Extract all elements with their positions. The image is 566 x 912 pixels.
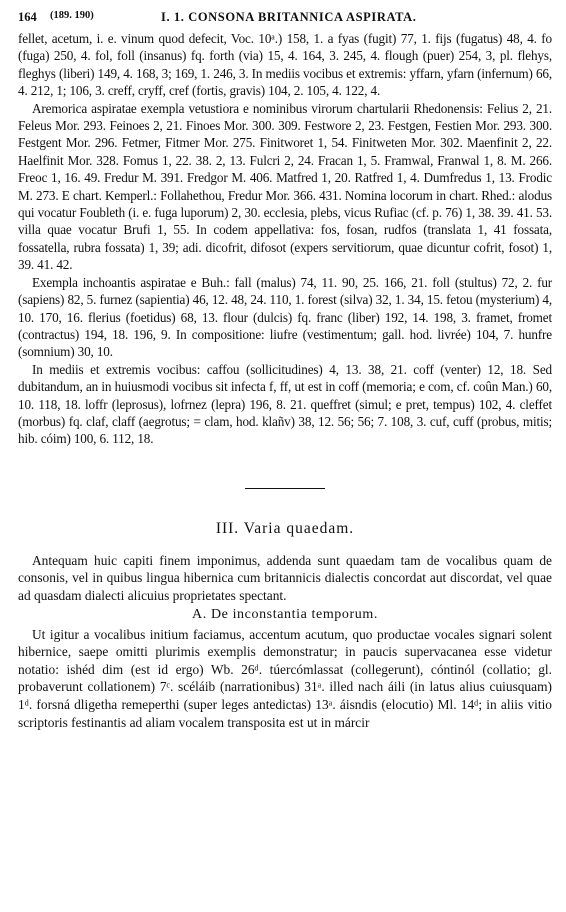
paragraph-medial-final: In mediis et extremis vocibus: caffou (sollicitudines) 4, 13. 38, 21. coff (venter) 12, 18. Sed dubitandum, an in huiusmodi vocibus sit infecta f, ff, ut est in coff (memoria; e com, cf. coûn Man.) 60, 10. 118, 18. loffr (leprosus), lofrnez (lepra) 196, 8. 21. queffret (simul; e pret, tempus) 102, 4. cleffet (morbus) fq. claf, claff (aegrotus; = clam, hod. klañv) 38, 12. 56; 56; 7. 108, 3. cuf, cuff (probus, mitis; hib. cóim) 100, 6. 112, 18. — [18, 361, 552, 447]
original-page-range: (189. 190) — [50, 10, 94, 21]
page-number: 164 — [18, 10, 37, 24]
paragraph-buhez-examples: Exempla inchoantis aspiratae e Buh.: fall (malus) 74, 11. 90, 25. 166, 21. foll (stultus) 72, 2. fur (sapiens) 82, 5. furnez (sapientia) 46, 12. 48, 24. 110, 1. forest (silva) 32, 1. 34, 15. fetou (mysterium) 4, 10. 170, 16. flerius (foetidus) 68, 13. flour (dulcis) fq. franc (liber) 192, 14. 198, 3. framet, fromet (contractus) 194, 18. 196, 9. In compositione: liufre (vestimentum; gall. hod. livrée) 104, 7. hunfre (somnium) 30, 10. — [18, 274, 552, 360]
chapter-heading: III. Varia quaedam. — [215, 519, 355, 537]
paragraph-cornish-examples: fellet, acetum, i. e. vinum quod defecit, Voc. 10ᵃ.) 158, 1. a fyas (fugit) 77, 1. fijs (fugatus) 48, 4. fo (fuga) 250, 4. fol, foll (insanus) fq. forth (via) 15, 4. 164, 3. 245, 4. flough (puer) 254, 3, pl. flehys, fleghys (liberi) 149, 4. 168, 3; 169, 1. 246, 3. In mediis vocibus et extremis: yffarn, yfarn (infernum) 66, 4. 212, 1; 106, 3. creff, cryff, cref (fortis, gravis) 104, 2. 105, 4. 122, 4. — [18, 31, 552, 99]
section-varia-quaedam — [18, 520, 552, 731]
paragraph-vowels: Ut igitur a vocalibus initium faciamus, accentum acutum, quo productae vocales signari solent hibernice, saepe omitti plurimis exemplis demonstratur; in paucis supervacanea esse videtur notatio: ishéd dim (est id ergo) Wb. 26ᵈ. túercómlassat (collegerunt), cóntinól (collatio; gl. probaverunt collationem) 7ᶜ. scéláib (narrationibus) 31ᵃ. illed nach áili (in latus alius cuiusquam) 1ᵈ. forsná dligetha remeperthi (super leges antedictas) 13ᵃ. áisndis (elocutio) Ml. 14ᵈ; in aliis vitio scriptoris festinantis ad aliam vocalem transposita est ut in márcir — [18, 626, 552, 730]
section-consona-aspirata — [18, 30, 552, 448]
section-divider — [245, 488, 325, 489]
running-header — [18, 10, 552, 30]
subsection-heading: A. De inconstantia temporum. — [192, 606, 378, 622]
book-page — [18, 10, 552, 731]
paragraph-intro: Antequam huic capiti finem imponimus, addenda sunt quaedam tam de vocalibus quam de consonis, vel in quibus lingua hibernica cum britannicis dialectis concordat aut discordat, vel quae ad quasdam dialecti alicuius proprietates spectant. — [18, 552, 552, 603]
paragraph-aremorica: Aremorica aspiratae exempla vetustiora e nominibus virorum chartularii Rhedonensis: Felius 2, 21. Feleus Mor. 293. Feinoes 2, 21. Finoes Mor. 300. 309. Festwore 2, 23. Festgen, Festien Mor. 293. 300. Festgent Mor. 296. Fetmer, Fitmer Mor. 275. Finitworet 1, 54. Finitweten Mor. 302. Maenfinit 2, 22. Haelfinit Mor. 328. Fomus 1, 22. 38. 2, 13. Fulcri 2, 24. Fracan 1, 5. Framwal, Franwal 1, 8. M. 266. Freoc 1, 16. 49. Fredur M. 391. Fredgor M. 406. Matfred 1, 20. Ratfred 1, 4. Dumfredus 1, 13. Frodic M. 273. E chart. Kemperl.: Follahethou, Fredur Mor. 366. 431. Nomina locorum in chart. Rhed.: alodus qui vocatur Foubleth (i. e. fuga luporum) 2, 30. ecclesia, plebs, vicus Rufiac (cf. p. 76) 1, 38. 39. 41. 53. villa quae vocatur Brufi 1, 55. In codem appellativa: fos, fosan, rudfos (translata 1, 41 fossata, fossatella, rubra fossata) 1, 39; adi. dicofrit, difosot (expers servitiorum, quae dicuntur cofrit, fosot) 1, 39. 41. 42. — [18, 100, 552, 273]
running-title: I. 1. CONSONA BRITANNICA ASPIRATA. — [161, 10, 417, 24]
